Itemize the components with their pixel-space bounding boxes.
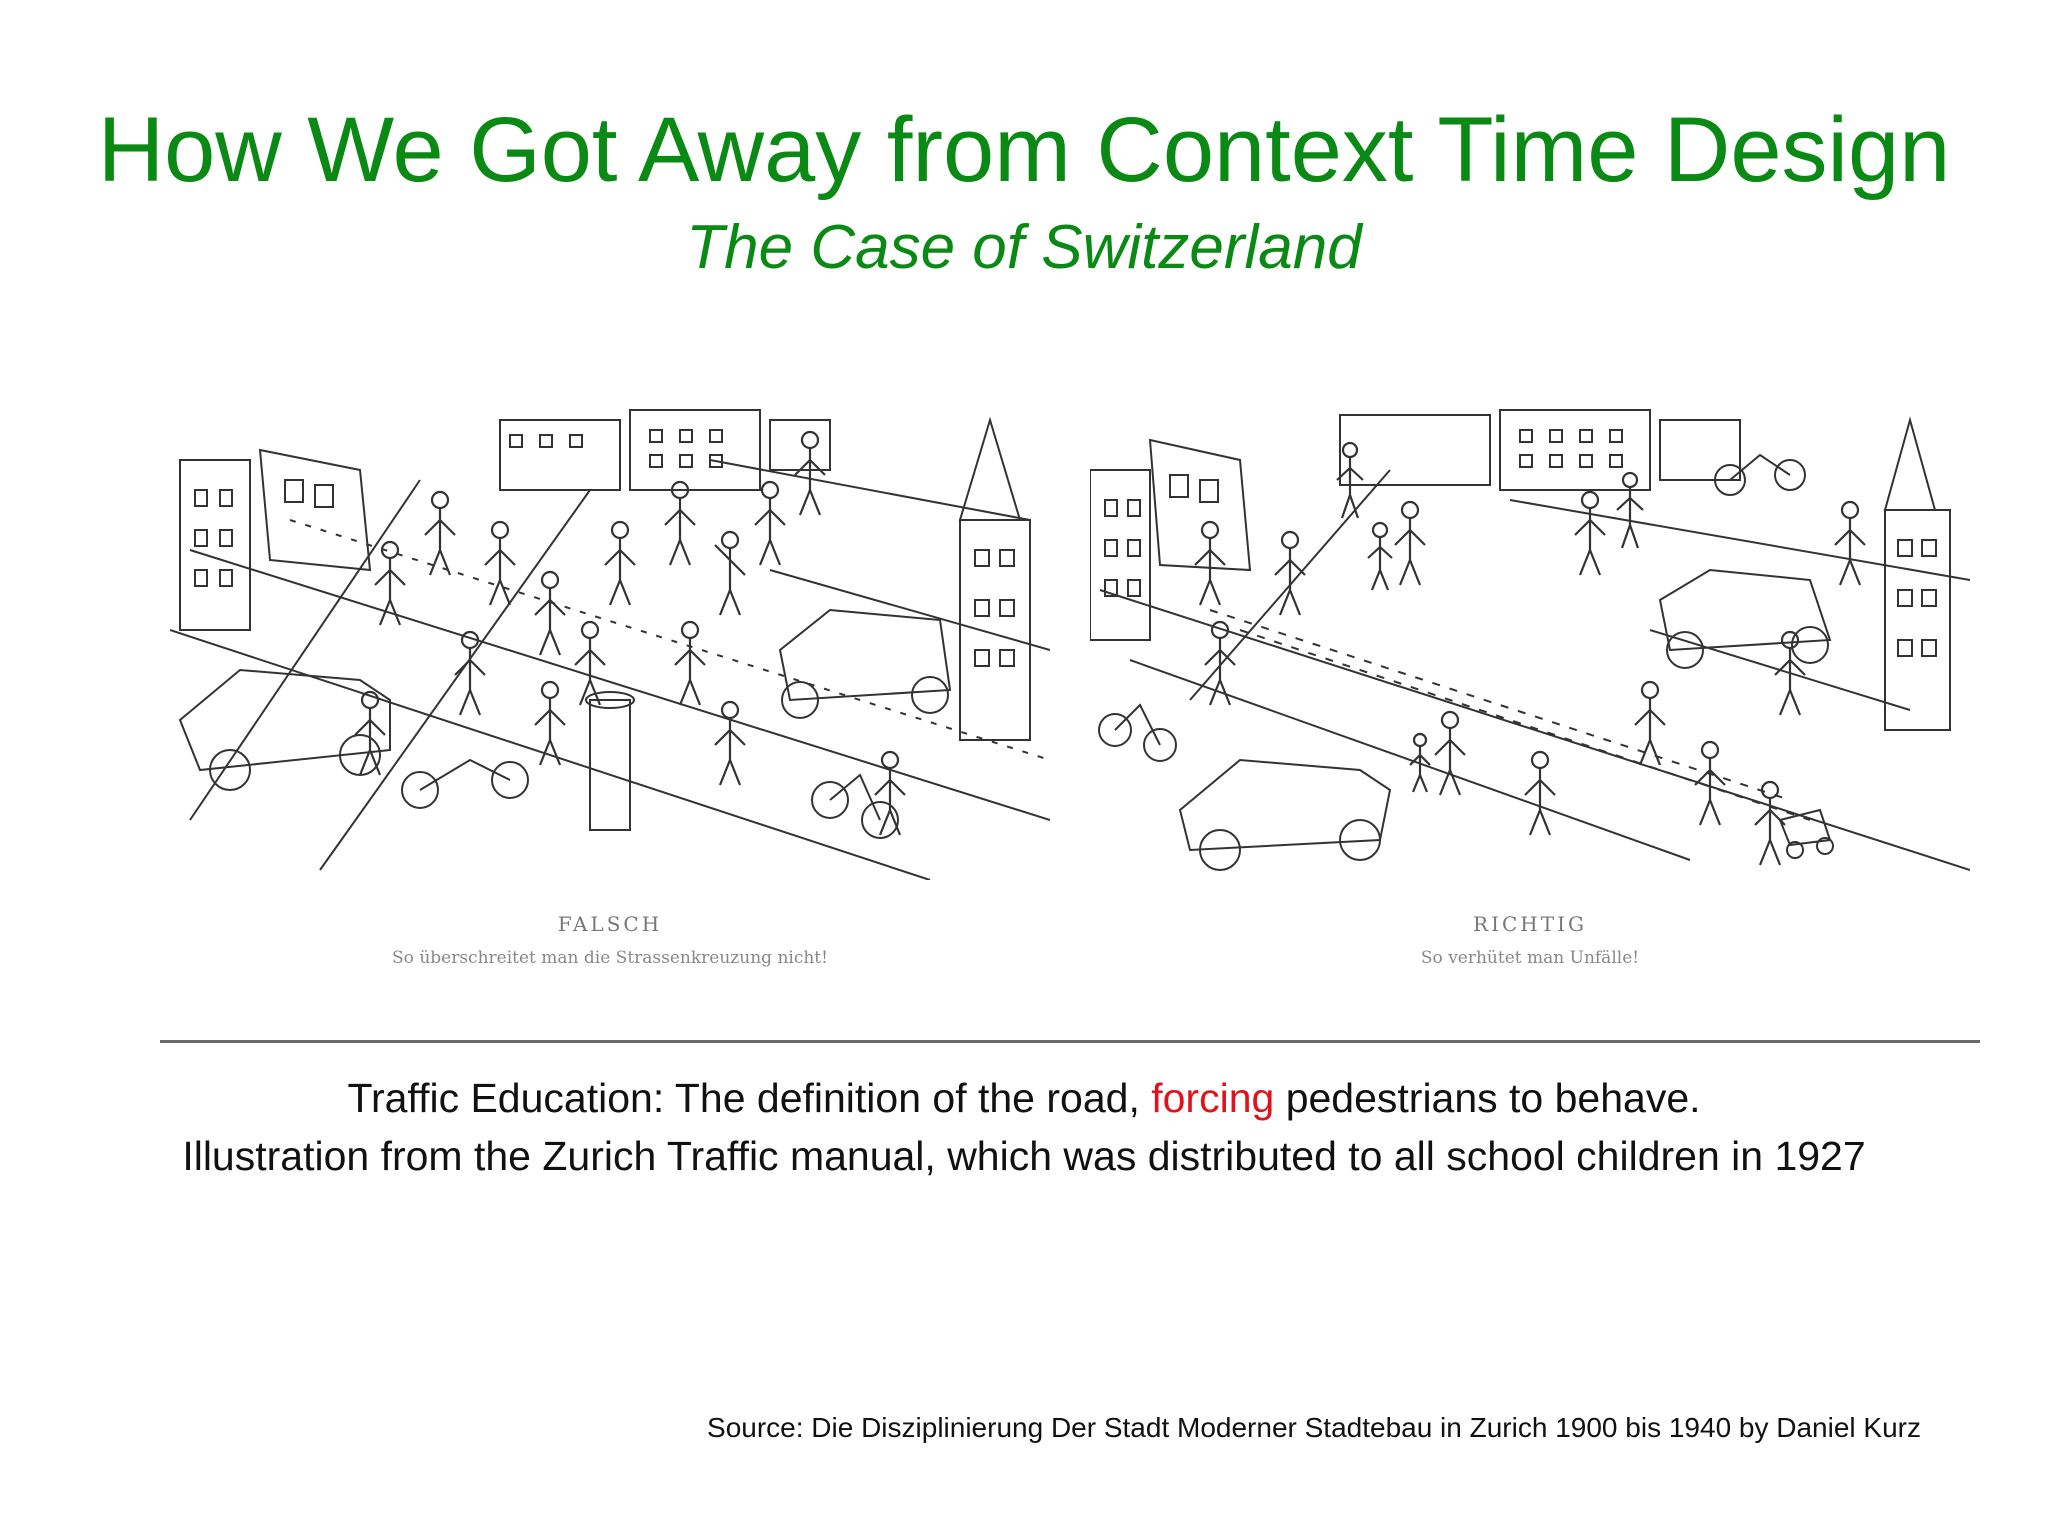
- source-citation: Source: Die Disziplinierung Der Stadt Moderner Stadtebau in Zurich 1900 bis 1940 by Daniel Kurz: [707, 1412, 1921, 1443]
- right-label: RICHTIG: [1473, 912, 1587, 936]
- right-caption: So verhütet man Unfälle!: [1420, 948, 1640, 968]
- divider-line: [160, 1040, 1980, 1043]
- highlight-word: forcing: [1151, 1075, 1275, 1121]
- description-line-1-end: pedestrians to behave.: [1274, 1075, 1701, 1121]
- wrong-label: FALSCH: [557, 912, 663, 936]
- right-crossing-drawing: [1090, 400, 1970, 880]
- description-line-1: [0, 1075, 2048, 1122]
- wrong-caption: So überschreitet man die Strassenkreuzung nicht!: [392, 948, 828, 968]
- illustration-panel-wrong: [170, 400, 1050, 990]
- illustration-panel-right: [1090, 400, 1970, 990]
- description-line-1-start: Traffic Education: The definition of the road,: [347, 1075, 1152, 1121]
- slide-subtitle: The Case of Switzerland: [686, 213, 1362, 282]
- description-line-2: Illustration from the Zurich Traffic manual, which was distributed to all school children in 1927: [182, 1133, 1866, 1179]
- traffic-illustration: [160, 400, 1980, 1060]
- slide-title: How We Got Away from Context Time Design: [97, 99, 1951, 201]
- wrong-crossing-drawing: [170, 400, 1050, 880]
